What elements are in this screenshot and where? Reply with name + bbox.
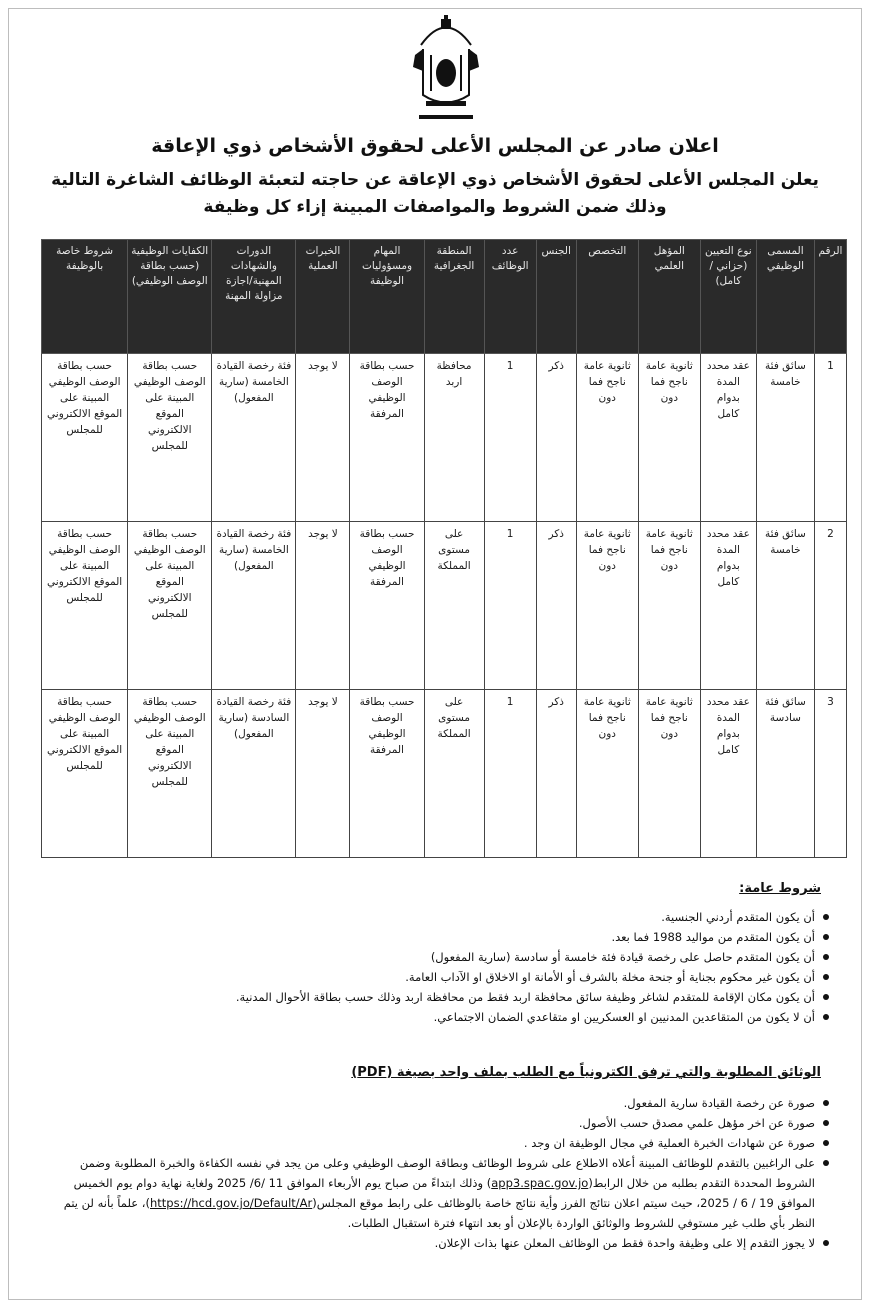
- table-cell: على مستوى المملكة: [424, 522, 484, 690]
- required-documents-list: [49, 1093, 833, 1253]
- table-cell: ثانوية عامة ناجح فما دون: [638, 354, 700, 522]
- table-cell: ذكر: [536, 522, 576, 690]
- table-cell: فئة رخصة القيادة السادسة (سارية المفعول): [212, 690, 296, 858]
- table-cell: لا يوجد: [296, 354, 350, 522]
- header-cell: المنطقة الجغرافية: [424, 240, 484, 354]
- header-cell: نوع التعيين (حزاني / كامل): [700, 240, 756, 354]
- table-cell: 1: [484, 690, 536, 858]
- table-cell: عقد محدد المدة بدوام كامل: [700, 522, 756, 690]
- announcement-page: [8, 8, 862, 1300]
- table-cell: لا يوجد: [296, 690, 350, 858]
- list-item: أن يكون مكان الإقامة للمتقدم لشاغر وظيفة سائق محافظة اربد فقط من محافظة اربد وذلك حسب بطاقة الأحوال المدنية.: [49, 987, 833, 1007]
- table-cell: حسب بطاقة الوصف الوظيفي المبينة على الموقع الالكتروني للمجلس: [42, 354, 128, 522]
- table-cell: حسب بطاقة الوصف الوظيفي المبينة على الموقع الالكتروني للمجلس: [128, 690, 212, 858]
- table-header-row: [42, 240, 847, 354]
- header-cell: الرقم: [814, 240, 846, 354]
- table-cell: ثانوية عامة ناجح فما دون: [638, 690, 700, 858]
- list-item: صورة عن اخر مؤهل علمي مصدق حسب الأصول.: [49, 1113, 833, 1133]
- header-cell: عدد الوظائف: [484, 240, 536, 354]
- required-documents-title: الوثائق المطلوبة والتي ترفق الكترونياً مع الطلب بملف واحد بصيغة (PDF): [351, 1065, 821, 1080]
- table-cell: لا يوجد: [296, 522, 350, 690]
- table-cell: حسب بطاقة الوصف الوظيفي المبينة على الموقع الالكتروني للمجلس: [128, 354, 212, 522]
- table-row: [42, 354, 847, 522]
- table-cell: حسب بطاقة الوصف الوظيفي المبينة على الموقع الالكتروني للمجلس: [42, 690, 128, 858]
- instructions-text-part3: )، علماً بأنه لن يتم النظر بأي طلب غير مستوفي للشروط والوثائق الواردة بالإعلان أو بعد انتهاء فترة استقبال الطلبات.: [63, 1196, 815, 1230]
- table-cell: ثانوية عامة ناجح فما دون: [576, 690, 638, 858]
- table-cell: على مستوى المملكة: [424, 690, 484, 858]
- instructions-text-part1: على الراغبين بالتقدم للوظائف المبينة أعلاه الاطلاع على شروط الوظائف وبطاقة الوصف الوظيفي وعلى من يجد في نفسه الكفاءة والخبرة المطلوبة وضمن الشروط المحددة التقدم بطلبه من خلال الرابط(: [79, 1156, 815, 1190]
- header-cell: الجنس: [536, 240, 576, 354]
- header-cell: المؤهل العلمي: [638, 240, 700, 354]
- announcement-subtitle: يعلن المجلس الأعلى لحقوق الأشخاص ذوي الإعاقة عن حاجته لتعبئة الوظائف الشاغرة التالية وذلك ضمن الشروط والمواصفات المبينة إزاء كل وظيفة: [51, 170, 819, 217]
- table-cell: 1: [814, 354, 846, 522]
- table-cell: حسب بطاقة الوصف الوظيفي المرفقة: [350, 690, 424, 858]
- application-portal-link[interactable]: app3.spac.gov.jo: [491, 1176, 589, 1190]
- table-cell: ذكر: [536, 690, 576, 858]
- table-cell: ثانوية عامة ناجح فما دون: [638, 522, 700, 690]
- table-cell: 1: [484, 354, 536, 522]
- list-item: أن يكون المتقدم أردني الجنسية.: [49, 907, 833, 927]
- announcement-title: اعلان صادر عن المجلس الأعلى لحقوق الأشخاص ذوي الإعاقة: [151, 135, 719, 157]
- table-cell: عقد محدد المدة بدوام كامل: [700, 354, 756, 522]
- table-cell: سائق فئة خامسة: [756, 354, 814, 522]
- header-cell: المسمى الوظيفي: [756, 240, 814, 354]
- table-cell: محافظة اربد: [424, 354, 484, 522]
- table-cell: ثانوية عامة ناجح فما دون: [576, 522, 638, 690]
- list-item: صورة عن شهادات الخبرة العملية في مجال الوظيفة ان وجد .: [49, 1133, 833, 1153]
- header-cell: الدورات والشهادات المهنية/اجازة مزاولة المهنة: [212, 240, 296, 354]
- header-cell: المهام ومسؤوليات الوظيفة: [350, 240, 424, 354]
- table-cell: حسب بطاقة الوصف الوظيفي المبينة على الموقع الالكتروني للمجلس: [128, 522, 212, 690]
- table-row: [42, 522, 847, 690]
- header-cell: التخصص: [576, 240, 638, 354]
- table-cell: ثانوية عامة ناجح فما دون: [576, 354, 638, 522]
- table-row: [42, 690, 847, 858]
- general-conditions-list: [49, 907, 833, 1027]
- table-cell: حسب بطاقة الوصف الوظيفي المرفقة: [350, 354, 424, 522]
- table-cell: 3: [814, 690, 846, 858]
- table-cell: 1: [484, 522, 536, 690]
- table-cell: ذكر: [536, 354, 576, 522]
- header-cell: شروط خاصة بالوظيفة: [42, 240, 128, 354]
- table-cell: حسب بطاقة الوصف الوظيفي المبينة على الموقع الالكتروني للمجلس: [42, 522, 128, 690]
- general-conditions-title: شروط عامة:: [739, 881, 821, 896]
- table-cell: حسب بطاقة الوصف الوظيفي المرفقة: [350, 522, 424, 690]
- table-cell: فئة رخصة القيادة الخامسة (سارية المفعول): [212, 354, 296, 522]
- list-item: صورة عن رخصة القيادة سارية المفعول.: [49, 1093, 833, 1113]
- table-cell: سائق فئة سادسة: [756, 690, 814, 858]
- jordan-royal-emblem-icon: [401, 15, 491, 125]
- list-item: أن يكون المتقدم من مواليد 1988 فما بعد.: [49, 927, 833, 947]
- table-cell: فئة رخصة القيادة الخامسة (سارية المفعول): [212, 522, 296, 690]
- application-instructions-item: [49, 1153, 833, 1233]
- council-website-link[interactable]: https://hcd.gov.jo/Default/Ar: [149, 1196, 313, 1210]
- header-cell: الكفايات الوظيفية (حسب بطاقة الوصف الوظيفي): [128, 240, 212, 354]
- header-cell: الخبرات العملية: [296, 240, 350, 354]
- list-item: أن يكون المتقدم حاصل على رخصة قيادة فئة خامسة أو سادسة (سارية المفعول): [49, 947, 833, 967]
- list-item: لا يجوز التقدم إلا على وظيفة واحدة فقط من الوظائف المعلن عنها بذات الإعلان.: [49, 1233, 833, 1253]
- list-item: أن لا يكون من المتقاعدين المدنيين او العسكريين او متقاعدي الضمان الاجتماعي.: [49, 1007, 833, 1027]
- table-cell: سائق فئة خامسة: [756, 522, 814, 690]
- table-cell: 2: [814, 522, 846, 690]
- list-item: أن يكون غير محكوم بجناية أو جنحة مخلة بالشرف أو الأمانة او الاخلاق او الآداب العامة.: [49, 967, 833, 987]
- table-cell: عقد محدد المدة بدوام كامل: [700, 690, 756, 858]
- instructions-text-part2: ) وذلك ابتداءً من صباح يوم الأربعاء الموافق 11 /6/ 2025 ولغاية نهاية دوام يوم الخميس الموافق 19 / 6 / 2025، حيث سيتم اعلان نتائج الفرز وأية نتائج خاصة بالوظائف على رابط موقع المجلس(: [73, 1176, 815, 1210]
- vacancies-table: [41, 239, 847, 858]
